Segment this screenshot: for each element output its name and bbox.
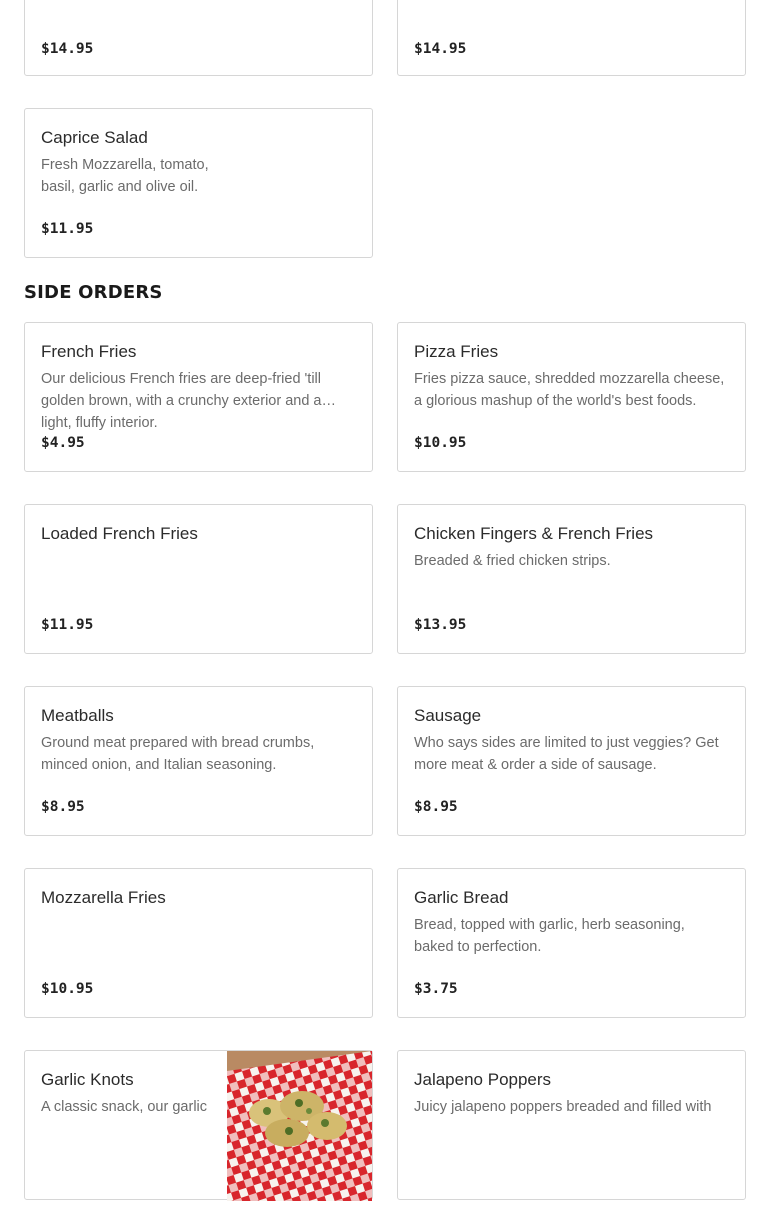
item-price: $8.95 xyxy=(414,799,458,815)
menu-item-card-garlic-bread[interactable] xyxy=(397,868,746,1018)
item-description: Juicy jalapeno poppers breaded and filled with xyxy=(414,1099,712,1115)
item-price: $8.95 xyxy=(41,799,85,815)
item-price: $14.95 xyxy=(41,41,94,57)
item-name: Loaded French Fries xyxy=(41,524,198,543)
menu-item-card-sausage[interactable] xyxy=(397,686,746,836)
item-price: $10.95 xyxy=(41,981,94,997)
menu-item-card-mozzarella-fries[interactable] xyxy=(24,868,373,1018)
menu-item-card-loaded-french-fries[interactable] xyxy=(24,504,373,654)
item-description: Fresh Mozzarella, tomato, basil, garlic and olive oil. xyxy=(41,157,209,195)
item-description: Ground meat prepared with bread crumbs, minced onion, and Italian seasoning. xyxy=(41,735,315,773)
item-price: $11.95 xyxy=(41,617,94,633)
item-name: Garlic Bread xyxy=(414,888,509,907)
item-price: $4.95 xyxy=(41,435,85,451)
item-description: Fries pizza sauce, shredded mozzarella cheese, a glorious mashup of the world's best foods. xyxy=(414,371,725,409)
item-name: Pizza Fries xyxy=(414,342,499,361)
item-name: Garlic Knots xyxy=(41,1070,134,1089)
section-title: SIDE ORDERS xyxy=(24,282,163,303)
item-name: Mozzarella Fries xyxy=(41,888,166,907)
menu-item-card[interactable] xyxy=(397,0,746,76)
menu-item-card-garlic-knots[interactable] xyxy=(24,1050,373,1200)
item-description: A classic snack, our garlic xyxy=(41,1099,208,1115)
item-name: French Fries xyxy=(41,342,137,361)
item-name: Chicken Fingers & French Fries xyxy=(414,524,654,543)
menu-item-card-chicken-fingers[interactable] xyxy=(397,504,746,654)
item-price: $13.95 xyxy=(414,617,467,633)
item-name: Jalapeno Poppers xyxy=(414,1070,552,1089)
item-price: $10.95 xyxy=(414,435,467,451)
item-name: Meatballs xyxy=(41,706,114,725)
menu-item-card[interactable] xyxy=(24,0,373,76)
item-description: Breaded & fried chicken strips. xyxy=(414,553,611,569)
item-description: Who says sides are limited to just veggies? Get more meat & order a side of sausage. xyxy=(414,735,719,773)
item-description: Bread, topped with garlic, herb seasoning, baked to perfection. xyxy=(414,917,685,955)
item-name: Sausage xyxy=(414,706,482,725)
menu-item-card-french-fries[interactable] xyxy=(24,322,373,472)
item-price: $14.95 xyxy=(414,41,467,57)
menu-item-card-caprice-salad[interactable] xyxy=(24,108,373,258)
item-name: Caprice Salad xyxy=(41,128,148,147)
item-description: Our delicious French fries are deep-fried 'till golden brown, with a crunchy exterior and a light, fluffy interior. xyxy=(41,371,322,431)
item-price: $3.75 xyxy=(414,981,458,997)
menu-item-card-jalapeno-poppers[interactable] xyxy=(397,1050,746,1200)
item-price: $11.95 xyxy=(41,221,94,237)
menu-item-card-meatballs[interactable] xyxy=(24,686,373,836)
menu-item-card-pizza-fries[interactable] xyxy=(397,322,746,472)
garlic-knots-photo xyxy=(227,1051,372,1199)
